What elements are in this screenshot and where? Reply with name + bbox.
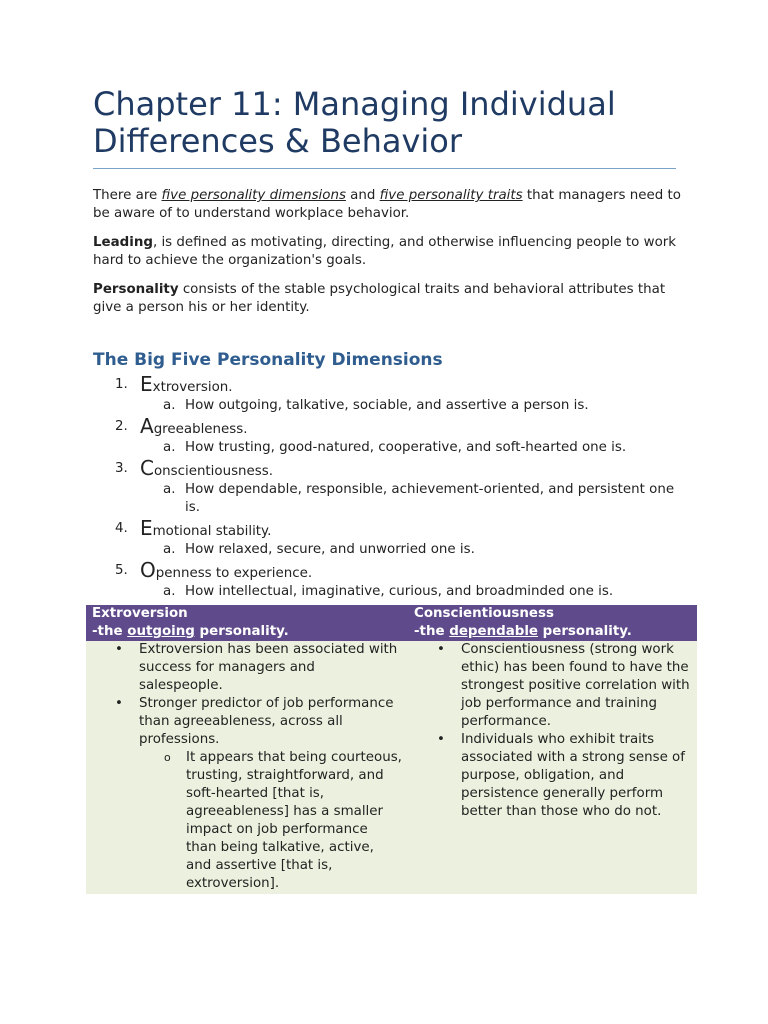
dimension-description-text: How relaxed, secure, and unworried one is. — [185, 542, 475, 557]
traits-table-header-row — [86, 605, 697, 641]
list-item — [414, 731, 691, 821]
extroversion-subbullets — [139, 749, 402, 893]
intro-post: that managers need to be aware of to understand workplace behavior. — [93, 188, 681, 221]
dimension-label: onscientiousness. — [153, 464, 273, 479]
dimension-description-text: How trusting, good-natured, cooperative, and soft-hearted one is. — [185, 440, 627, 455]
extroversion-header — [86, 605, 408, 641]
dimension-initial: C — [140, 456, 154, 480]
dimension-label: penness to experience. — [155, 566, 313, 581]
leading-text: , is defined as motivating, directing, and otherwise influencing people to work hard to achieve the organization's goals. — [93, 235, 677, 268]
dimension-description-text: How intellectual, imaginative, curious, and broadminded one is. — [185, 584, 614, 599]
dimension-initial: A — [140, 414, 154, 438]
bullet-icon: • — [437, 732, 445, 747]
traits-table-body-row — [86, 641, 697, 894]
section-heading: The Big Five Personality Dimensions — [93, 350, 443, 370]
traits-table — [86, 605, 697, 894]
five-dimensions-link: five personality dimensions — [161, 188, 346, 203]
leading-definition — [93, 234, 683, 270]
intro-mid: and — [345, 188, 380, 203]
conscientiousness-heading: Conscientiousness — [414, 606, 554, 621]
list-item — [92, 695, 402, 893]
subheading-pre: -the — [92, 624, 128, 639]
subheading-pre: -the — [414, 624, 450, 639]
bullet-text: Conscientiousness (strong work ethic) has been found to have the strongest positive correlation with job performance and training performance. — [461, 642, 690, 729]
bullet-icon: • — [115, 696, 123, 711]
leading-term: Leading — [93, 235, 153, 250]
subbullet-text: It appears that being courteous, trusting, straightforward, and soft-hearted [that is, agreeableness] has a smaller impact on job performance than being talkative, active, and assertive [that is, extroversion]. — [186, 750, 402, 891]
dimension-item — [93, 559, 683, 601]
bullet-text: Individuals who exhibit traits associated with a strong sense of purpose, obligation, and persistence generally perform better than those who do not. — [461, 732, 685, 819]
dimension-item — [93, 373, 683, 415]
dimension-description — [93, 397, 683, 415]
personality-term: Personality — [93, 282, 179, 297]
extroversion-heading: Extroversion — [92, 606, 188, 621]
dimension-item — [93, 415, 683, 457]
sub-letter: a. — [163, 482, 176, 497]
dimension-number: 3. — [115, 461, 128, 476]
dimension-description — [93, 481, 683, 517]
title-line-2: Differences & Behavior — [93, 122, 463, 160]
extroversion-bullets — [92, 641, 402, 893]
conscientiousness-header — [408, 605, 697, 641]
dimension-initial: E — [140, 516, 153, 540]
outgoing-underline: outgoing — [127, 624, 195, 639]
bullet-text: Extroversion has been associated with success for managers and salespeople. — [139, 642, 398, 693]
dimension-initial: E — [140, 372, 153, 396]
list-item — [92, 641, 402, 695]
sub-letter: a. — [163, 584, 176, 599]
dimension-item — [93, 457, 683, 517]
personality-text: consists of the stable psychological traits and behavioral attributes that give a person his or her identity. — [93, 282, 666, 315]
dimension-label: greeableness. — [153, 422, 248, 437]
subheading-post: personality. — [194, 624, 289, 639]
dimension-number: 2. — [115, 419, 128, 434]
page-title — [93, 86, 683, 166]
intro-paragraph — [93, 187, 683, 223]
dimension-initial: O — [140, 558, 156, 582]
title-line-1: Chapter 11: Managing Individual — [93, 85, 616, 123]
dimension-label: xtroversion. — [152, 380, 233, 395]
dimension-number: 5. — [115, 563, 128, 578]
list-item — [414, 641, 691, 731]
sub-letter: a. — [163, 542, 176, 557]
extroversion-cell — [86, 641, 408, 894]
sub-letter: a. — [163, 398, 176, 413]
conscientiousness-cell — [408, 641, 697, 894]
dependable-underline: dependable — [449, 624, 538, 639]
dimension-description-text: How dependable, responsible, achievement-oriented, and persistent one is. — [185, 482, 675, 515]
dimension-item — [93, 517, 683, 559]
dimension-label: motional stability. — [152, 524, 272, 539]
dimensions-list — [93, 373, 683, 601]
dimension-number: 4. — [115, 521, 128, 536]
bullet-text: Stronger predictor of job performance than agreeableness, across all professions. — [139, 696, 394, 747]
sub-letter: a. — [163, 440, 176, 455]
personality-definition — [93, 281, 683, 317]
dimension-description-text: How outgoing, talkative, sociable, and assertive a person is. — [185, 398, 589, 413]
circle-bullet-icon: o — [164, 751, 171, 764]
document-page — [93, 86, 683, 601]
dimension-description — [93, 541, 683, 559]
list-item — [139, 749, 402, 893]
dimension-number: 1. — [115, 377, 128, 392]
conscientiousness-subheading — [414, 623, 691, 641]
bullet-icon: • — [437, 642, 445, 657]
conscientiousness-bullets — [414, 641, 691, 821]
dimension-description — [93, 583, 683, 601]
extroversion-subheading — [92, 623, 402, 641]
dimension-description — [93, 439, 683, 457]
five-traits-link: five personality traits — [379, 188, 523, 203]
bullet-icon: • — [115, 642, 123, 657]
subheading-post: personality. — [538, 624, 632, 639]
title-divider — [93, 168, 676, 169]
intro-pre: There are — [93, 188, 162, 203]
